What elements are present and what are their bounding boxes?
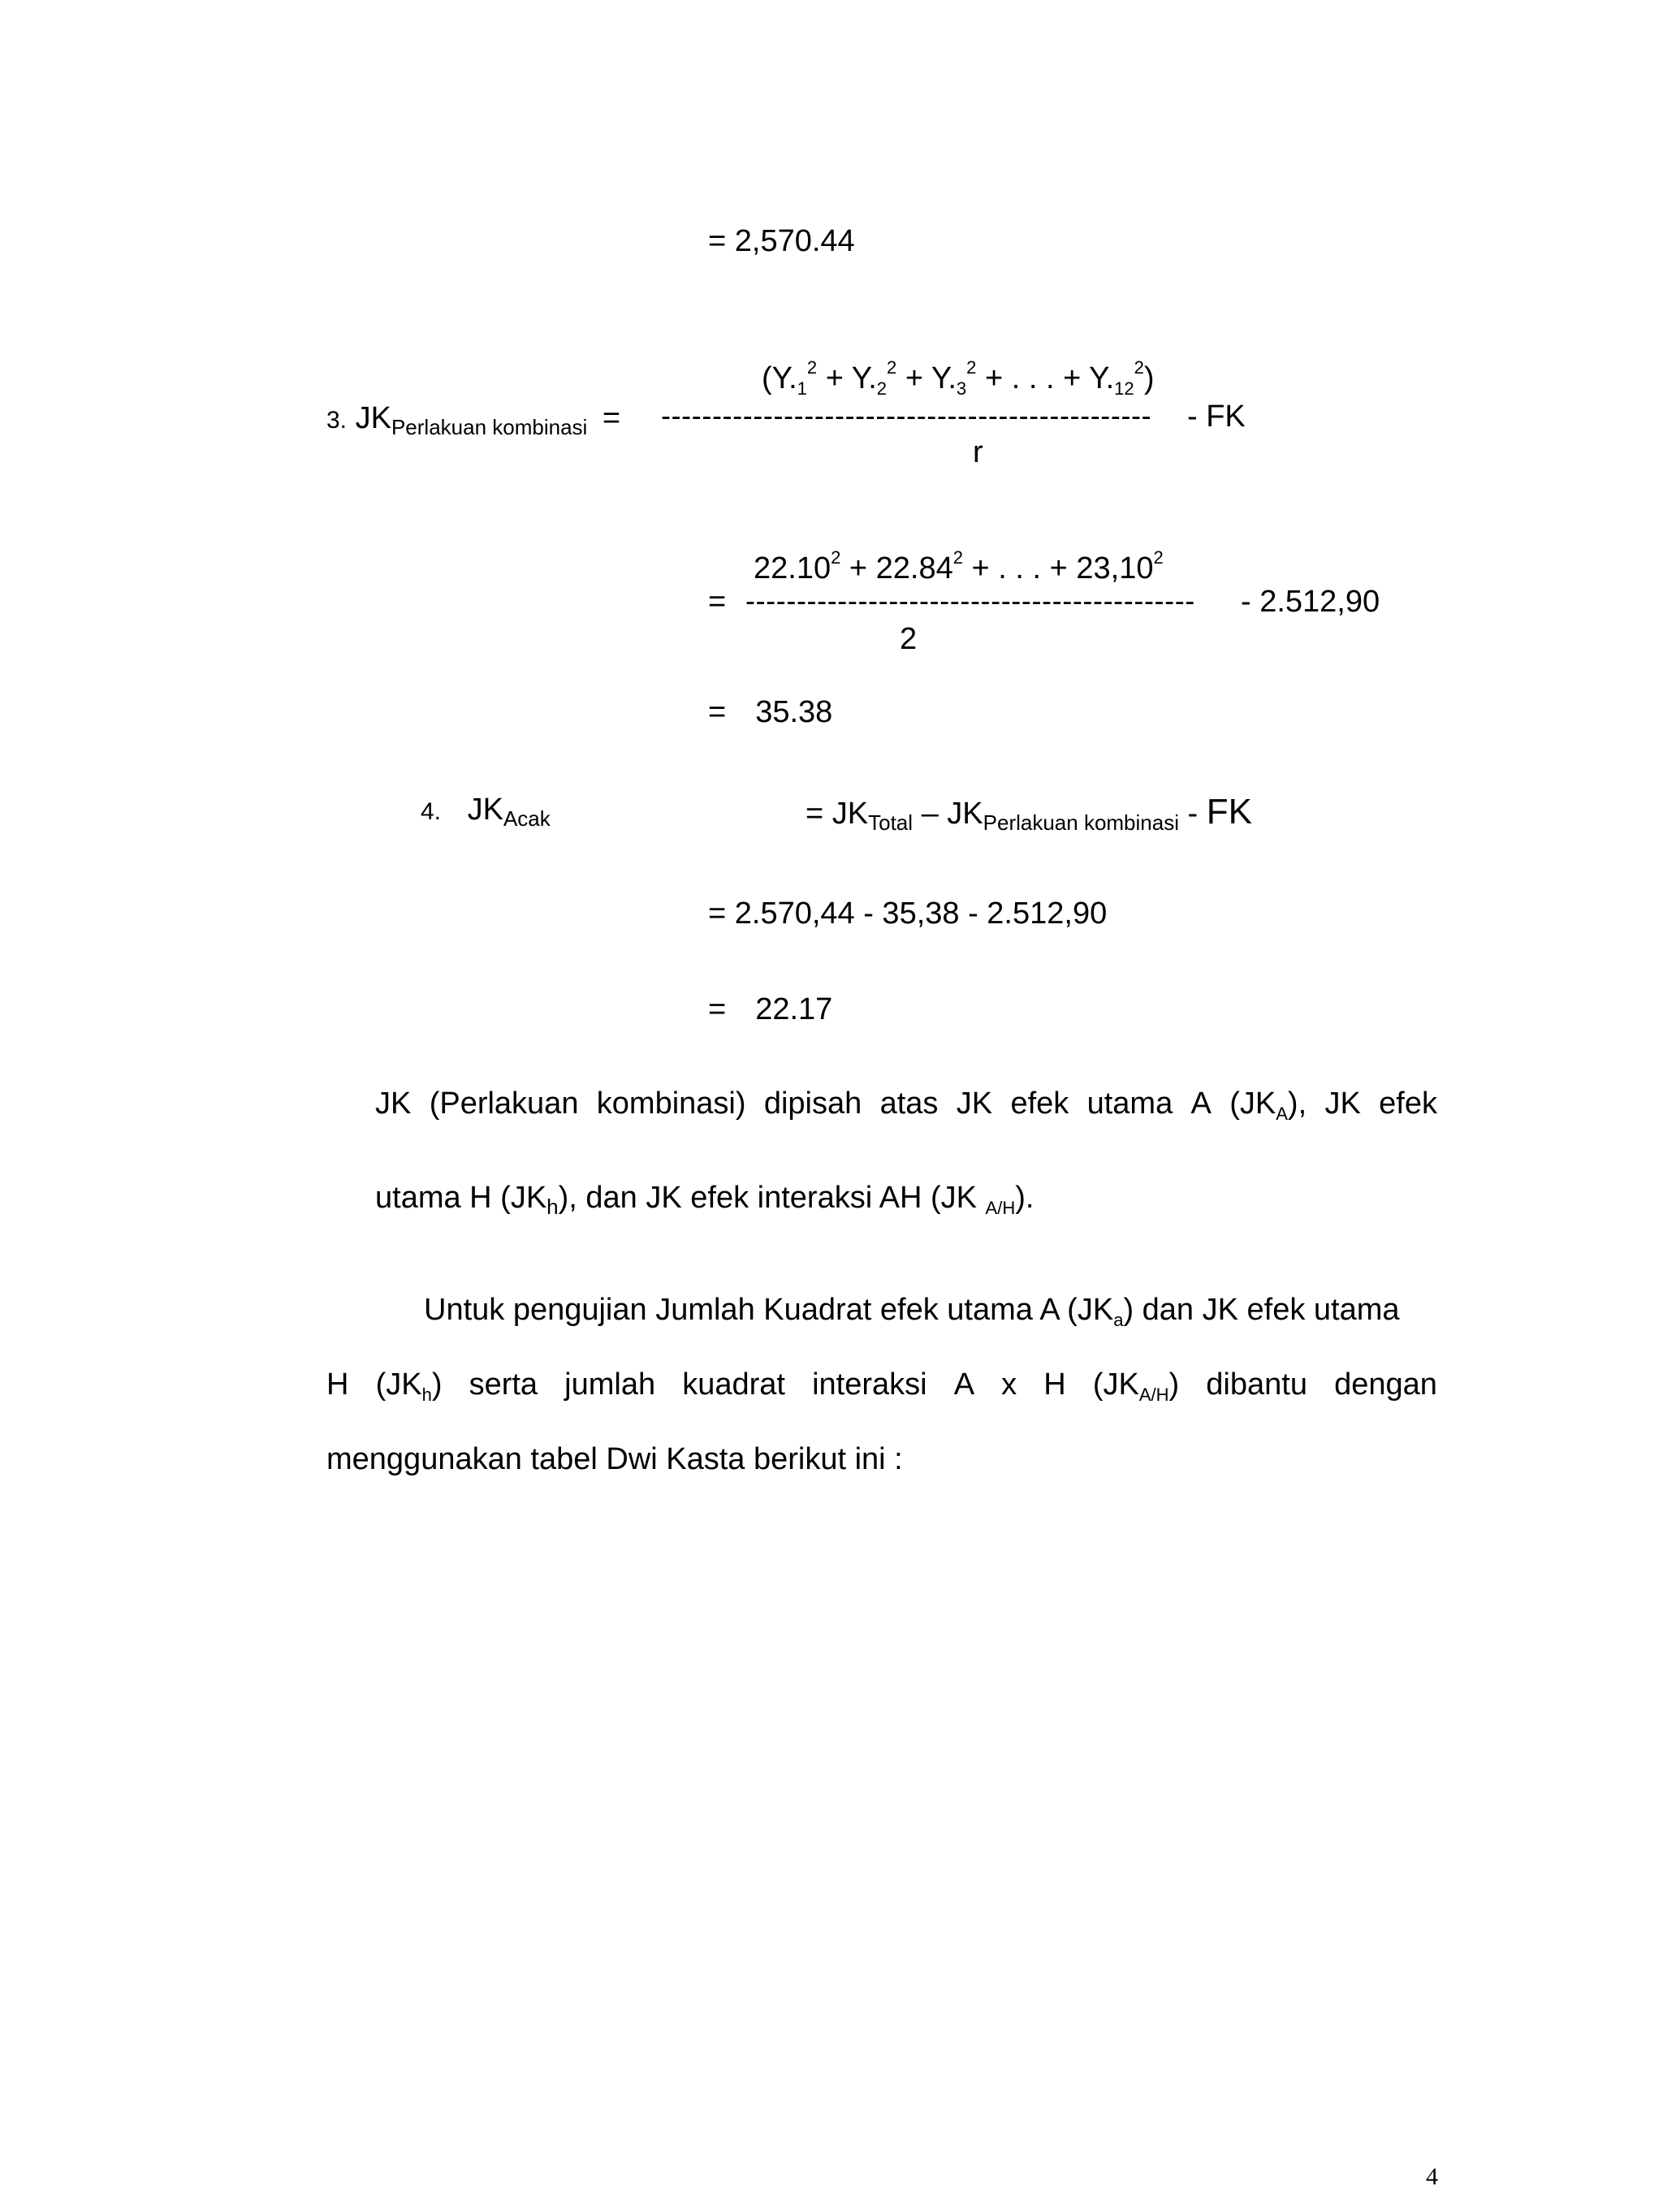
paragraph1-line1 <box>375 1087 1437 1125</box>
p1-l2-b: ), dan JK efek interaksi AH (JK <box>558 1181 986 1215</box>
p1-w3: dipisah <box>763 1087 862 1121</box>
paragraph1-line2 <box>375 1182 1034 1217</box>
paragraph2-line3: menggunakan tabel Dwi Kasta berikut ini : <box>326 1442 903 1476</box>
step3-fraction-line: ------------------------------------------------ <box>661 399 1152 432</box>
num-sub-2: 2 <box>876 378 888 399</box>
p2-w7: x <box>1001 1367 1017 1402</box>
p1-jka: $(JK_A)$, <box>1229 1087 1307 1124</box>
rhs-fk: FK <box>1206 792 1253 832</box>
p1-w8: A <box>1190 1087 1212 1121</box>
p2-w0: H <box>326 1367 349 1402</box>
step4-label <box>421 794 551 829</box>
step3-sub-line: -------------------------------------------- <box>745 584 1195 617</box>
p1-w4: atas <box>879 1087 939 1121</box>
p2-w2: serta <box>469 1367 538 1402</box>
rhs-dash: – JK <box>913 797 983 831</box>
paragraph2-line2 <box>326 1367 1437 1406</box>
p2-l1-sub: a <box>1113 1310 1124 1330</box>
p2-w5: interaksi <box>812 1367 927 1402</box>
sub-num-sup-a: 2 <box>831 547 841 568</box>
step3-sub-equals: = <box>708 585 727 619</box>
step4-rhs <box>806 794 1252 833</box>
p2-w11: dengan <box>1334 1367 1437 1402</box>
page-number: 4 <box>1426 2163 1438 2190</box>
p2-w4: kuadrat <box>682 1367 785 1402</box>
p2-l1-a: Untuk pengujian Jumlah Kuadrat efek utama A (JK <box>424 1293 1114 1327</box>
step3-equals: = <box>602 401 621 435</box>
p2-w8: H <box>1043 1367 1066 1402</box>
p1-w6: efek <box>1010 1087 1069 1121</box>
step3-result-val: 35.38 <box>755 695 833 729</box>
p1-l2-c: ). <box>1015 1181 1035 1215</box>
num-close: ) <box>1143 361 1155 395</box>
sub-num-b: + 22.84 <box>840 551 953 585</box>
step3-number: 3. <box>326 407 348 434</box>
p2-w6: A <box>953 1367 975 1402</box>
num-sup-1: 2 <box>806 357 818 378</box>
p1-w0: JK <box>375 1087 412 1121</box>
step3-jk: JK <box>355 401 391 435</box>
p1-l2-a: utama H (JK <box>375 1181 547 1215</box>
sub-num-c: + . . . + 23,10 <box>963 551 1154 585</box>
step2-result: = 2,570.44 <box>708 224 855 258</box>
p1-w7: utama <box>1086 1087 1173 1121</box>
num-sup-2: 2 <box>887 357 897 378</box>
step4-jk: JK <box>467 793 503 827</box>
step3-label <box>326 403 620 438</box>
num-sup-12: 2 <box>1134 357 1144 378</box>
num-plus-1: + Y. <box>817 361 877 395</box>
step3-minus-fk: - FK <box>1187 400 1246 434</box>
sub-num-a: 22.10 <box>754 551 832 585</box>
step3-sub-minus: - 2.512,90 <box>1241 585 1380 619</box>
p2-l1-b: ) dan JK efek utama <box>1123 1293 1400 1327</box>
step3-sub-numerator <box>754 549 1164 584</box>
step4-number: 4. <box>421 798 442 825</box>
step3-result <box>708 697 832 728</box>
p2-w10: dibantu <box>1206 1367 1307 1402</box>
sub-num-sup-b: 2 <box>952 547 963 568</box>
num-sup-3: 2 <box>966 357 977 378</box>
p2-jkah: $(JK_{A/H})$ <box>1092 1367 1180 1405</box>
step4-line2: = 2.570,44 - 35,38 - 2.512,90 <box>708 896 1108 931</box>
p2-w3: jumlah <box>564 1367 656 1402</box>
step3-numerator <box>762 359 1155 398</box>
p1-l2-sub-ah: A/H <box>985 1198 1016 1218</box>
step4-result-val: 22.17 <box>755 992 833 1026</box>
p1-w10: JK <box>1324 1087 1361 1121</box>
step3-jk-sub: Perlakuan kombinasi <box>391 415 588 439</box>
rhs-total-sub: Total <box>868 810 914 835</box>
step4-jk-sub: Acak <box>503 806 551 831</box>
num-open: (Y. <box>762 361 797 395</box>
num-sub-12: 12 <box>1114 378 1134 399</box>
step4-result <box>708 994 832 1025</box>
num-sub-3: 3 <box>956 378 967 399</box>
step3-denominator: r <box>973 435 983 469</box>
sub-num-sup-c: 2 <box>1153 547 1164 568</box>
paragraph2-line1 <box>424 1294 1400 1329</box>
p1-w2: kombinasi) <box>596 1087 746 1121</box>
step4-result-eq: = <box>708 992 727 1026</box>
p1-w11: efek <box>1379 1087 1437 1121</box>
step3-result-eq: = <box>708 695 727 729</box>
step3-sub-denominator: 2 <box>900 622 918 656</box>
rhs-minus: - <box>1179 797 1207 831</box>
p1-w5: JK <box>956 1087 993 1121</box>
p1-w1: (Perlakuan <box>429 1087 579 1121</box>
p2-jkh: $(JK_h)$ <box>375 1367 443 1405</box>
rhs-jk: = JK <box>806 797 869 831</box>
num-sub-1: 1 <box>797 378 807 399</box>
rhs-perlakuan-sub: Perlakuan kombinasi <box>983 810 1179 835</box>
p1-l2-sub-h: h <box>546 1195 559 1219</box>
num-plus-3: + . . . + Y. <box>976 361 1115 395</box>
num-plus-2: + Y. <box>896 361 957 395</box>
